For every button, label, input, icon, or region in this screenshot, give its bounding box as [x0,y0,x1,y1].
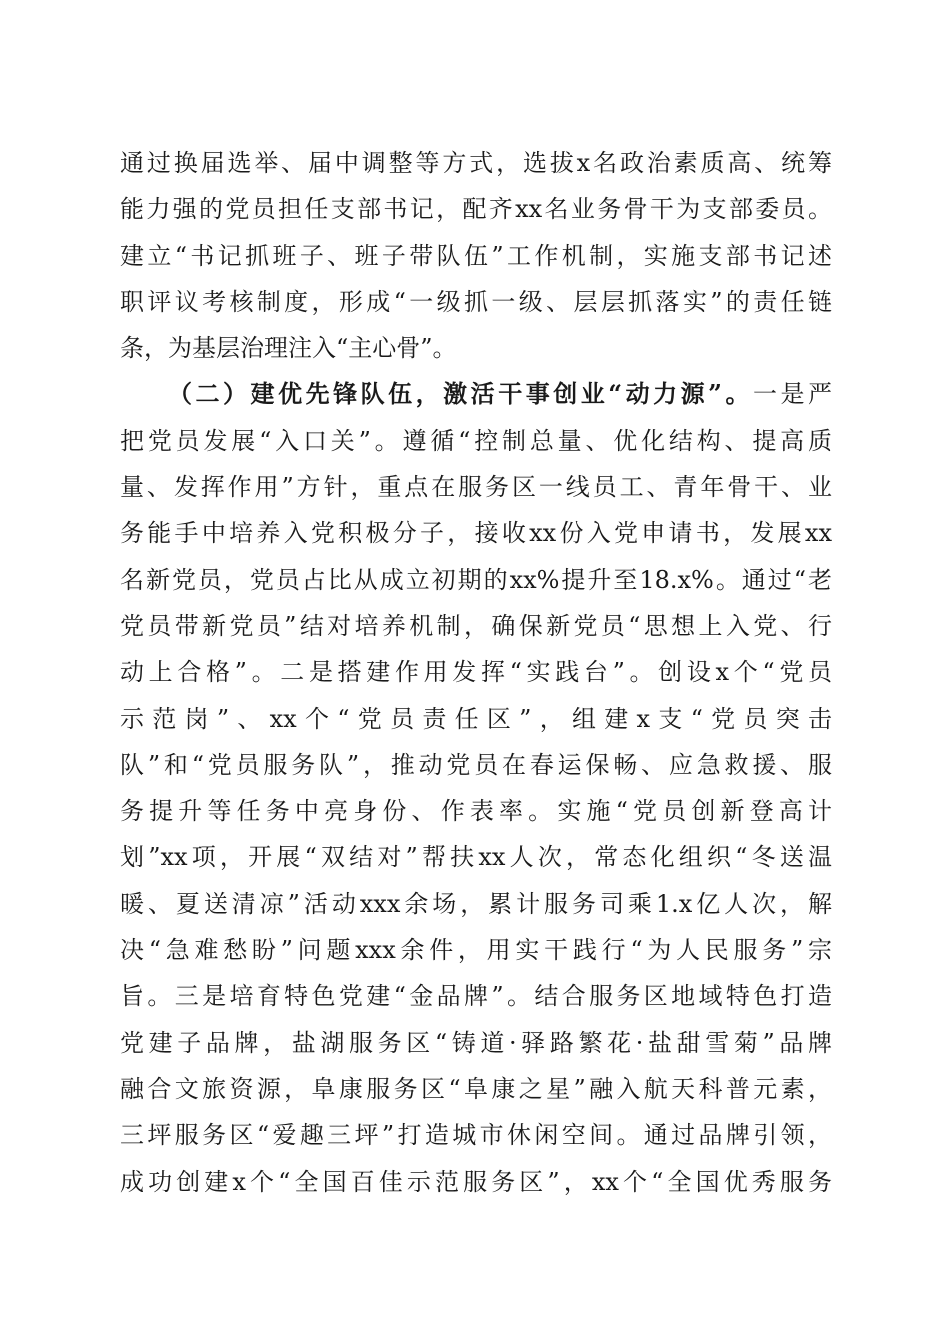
text-line: 动上合格”。二是搭建作用发挥“实践台”。创设x个“党员 [120,658,832,687]
text-line: 量、发挥作用”方针，重点在服务区一线员工、青年骨干、业 [120,473,832,502]
text-line: 务能手中培养入党积极分子，接收xx份入党申请书，发展xx [120,519,832,548]
text-line: 暖、夏送清凉”活动xxx余场，累计服务司乘1.x亿人次，解 [120,889,832,918]
text-line: 成功创建x个“全国百佳示范服务区”，xx个“全国优秀服务 [120,1167,832,1196]
text-line: 决“急难愁盼”问题xxx余件，用实干践行“为人民服务”宗 [120,936,832,965]
text-line: 三坪服务区“爱趣三坪”打造城市休闲空间。通过品牌引领， [120,1121,832,1150]
text-line: 融合文旅资源，阜康服务区“阜康之星”融入航天科普元素， [120,1074,832,1103]
text-line: 党员带新党员”结对培养机制，确保新党员“思想上入党、行 [120,611,832,640]
text-line: 能力强的党员担任支部书记，配齐xx名业务骨干为支部委员。 [120,195,832,224]
text-line: 通过换届选举、届中调整等方式，选拔x名政治素质高、统筹 [120,149,832,177]
text-line: 条，为基层治理注入“主心骨”。 [120,334,457,363]
text-line: 职评议考核制度，形成“一级抓一级、层层抓落实”的责任链 [120,287,832,316]
text-line: 建立“书记抓班子、班子带队伍”工作机制，实施支部书记述 [120,241,832,270]
text-line: 旨。三是培育特色党建“金品牌”。结合服务区地域特色打造 [120,982,832,1011]
section-heading-line [120,371,832,417]
text-segment: 一是严 [752,380,832,409]
text-line: 名新党员，党员占比从成立初期的xx%提升至18.x%。通过“老 [120,565,832,594]
text-line: 队”和“党员服务队”，推动党员在春运保畅、应急救援、服 [120,750,832,779]
text-line: 党建子品牌，盐湖服务区“铸道·驿路繁花·盐甜雪菊”品牌 [120,1028,832,1057]
text-line: 示范岗”、xx个“党员责任区”，组建x支“党员突击 [120,704,832,733]
document-body [120,140,832,1205]
text-line: 把党员发展“入口关”。遵循“控制总量、优化结构、提高质 [120,426,832,455]
section-heading: （二）建优先锋队伍，激活干事创业“动力源”。 [168,379,753,409]
text-line: 务提升等任务中亮身份、作表率。实施“党员创新登高计 [120,797,832,826]
text-line: 划”xx项，开展“双结对”帮扶xx人次，常态化组织“冬送温 [120,843,832,872]
